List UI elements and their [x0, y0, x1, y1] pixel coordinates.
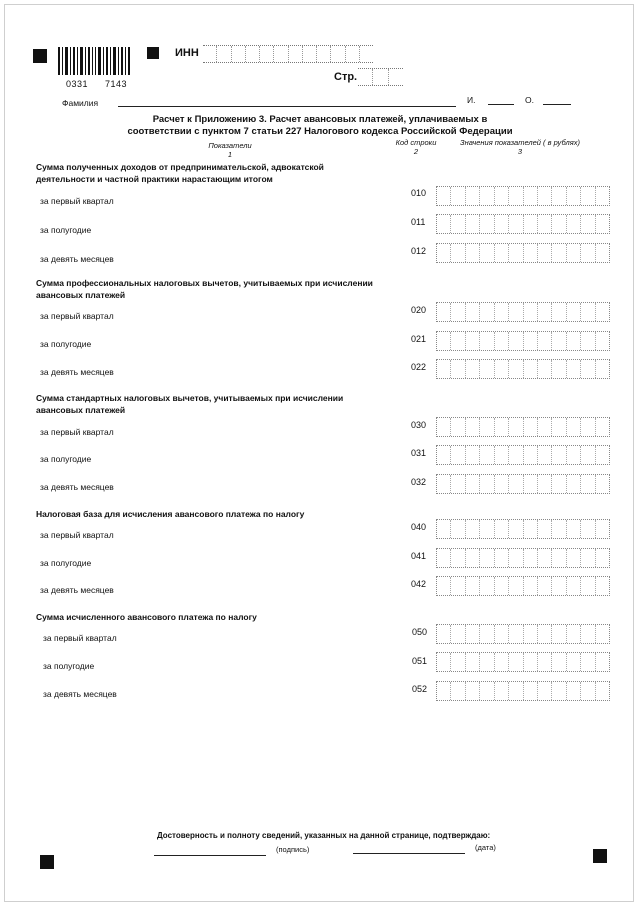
date-field[interactable] [353, 853, 465, 854]
row-label-051: за полугодие [43, 661, 95, 671]
section-income-title-1: Сумма полученных доходов от предпринимательской, адвокатской [36, 162, 324, 172]
row-code-020: 020 [411, 305, 427, 315]
row-label-040: за первый квартал [40, 530, 114, 540]
column-1-number: 1 [227, 150, 233, 159]
row-label-052: за девять месяцев [43, 689, 117, 699]
row-label-030: за первый квартал [40, 427, 114, 437]
initial-i-field[interactable] [488, 104, 514, 105]
value-field-011[interactable] [436, 214, 610, 234]
barcode [58, 47, 130, 75]
row-label-011: за полугодие [40, 225, 92, 235]
row-label-012: за девять месяцев [40, 254, 114, 264]
row-code-010: 010 [411, 188, 427, 198]
initial-o-label: О. [525, 95, 534, 105]
form-title-line-2: соответствии с пунктом 7 статьи 227 Налогового кодекса Российской Федерации [127, 126, 513, 137]
initial-o-field[interactable] [543, 104, 571, 105]
row-label-021: за полугодие [40, 339, 92, 349]
row-code-012: 012 [411, 246, 427, 256]
page-label: Стр. [334, 71, 358, 83]
date-label: (дата) [475, 843, 496, 852]
value-field-020[interactable] [436, 302, 610, 322]
value-field-010[interactable] [436, 186, 610, 206]
section-standard-deductions [36, 392, 386, 416]
section-income-title-2: деятельности и частной практики нарастающим итогом [36, 174, 273, 184]
registration-marker-top-right [147, 47, 159, 59]
row-label-042: за девять месяцев [40, 585, 114, 595]
value-field-012[interactable] [436, 243, 610, 263]
form-title-line-1: Расчет к Приложению 3. Расчет авансовых платежей, уплачиваемых в [152, 114, 488, 125]
column-2-header [388, 138, 444, 156]
section-tax-base [36, 508, 386, 520]
value-field-050[interactable] [436, 624, 610, 644]
initial-i-label: И. [467, 95, 476, 105]
column-3-header [445, 138, 595, 156]
row-code-040: 040 [411, 522, 427, 532]
row-code-050: 050 [412, 627, 428, 637]
value-field-030[interactable] [436, 417, 610, 437]
section-professional-deductions [36, 277, 386, 301]
inn-label: ИНН [175, 47, 199, 59]
section-professional-title-1: Сумма профессиональных налоговых вычетов, учитываемых при исчислении [36, 278, 373, 288]
barcode-number-left: 0331 [66, 79, 89, 89]
row-code-042: 042 [411, 579, 427, 589]
column-1-header [200, 141, 260, 159]
value-field-052[interactable] [436, 681, 610, 701]
row-code-022: 022 [411, 362, 427, 372]
column-2-number: 2 [413, 147, 419, 156]
row-code-021: 021 [411, 334, 427, 344]
section-standard-title-1: Сумма стандартных налоговых вычетов, учитываемых при исчислении [36, 393, 344, 403]
row-code-032: 032 [411, 477, 427, 487]
registration-marker-bottom-left [40, 855, 54, 869]
row-label-050: за первый квартал [43, 633, 117, 643]
section-professional-title-2: авансовых платежей [36, 290, 126, 300]
barcode-number-right: 7143 [105, 79, 128, 89]
row-label-022: за девять месяцев [40, 367, 114, 377]
value-field-041[interactable] [436, 548, 610, 568]
column-1-name: Показатели [208, 141, 252, 150]
value-field-051[interactable] [436, 652, 610, 672]
row-code-041: 041 [411, 551, 427, 561]
registration-marker-top-left [33, 49, 47, 63]
column-3-name: Значения показателей ( в рублях) [459, 138, 581, 147]
value-field-042[interactable] [436, 576, 610, 596]
row-label-041: за полугодие [40, 558, 92, 568]
column-3-number: 3 [517, 147, 523, 156]
confirmation-text: Достоверность и полноту сведений, указанных на данной странице, подтверждаю: [157, 831, 491, 840]
value-field-031[interactable] [436, 445, 610, 465]
section-income [36, 161, 386, 185]
registration-marker-bottom-right [593, 849, 607, 863]
row-code-052: 052 [412, 684, 428, 694]
surname-field[interactable] [118, 106, 456, 107]
row-label-020: за первый квартал [40, 311, 114, 321]
row-code-030: 030 [411, 420, 427, 430]
row-label-031: за полугодие [40, 454, 92, 464]
value-field-021[interactable] [436, 331, 610, 351]
column-2-name: Код строки [395, 138, 437, 147]
row-code-051: 051 [412, 656, 428, 666]
signature-field[interactable] [154, 855, 266, 856]
value-field-040[interactable] [436, 519, 610, 539]
page-number-cells[interactable] [358, 68, 403, 86]
surname-label: Фамилия [62, 98, 99, 108]
section-advance-payment [36, 611, 386, 623]
value-field-032[interactable] [436, 474, 610, 494]
row-code-011: 011 [411, 217, 426, 227]
row-label-032: за девять месяцев [40, 482, 114, 492]
inn-cells[interactable] [203, 45, 373, 63]
section-standard-title-2: авансовых платежей [36, 405, 126, 415]
section-advance-payment-title-1: Сумма исчисленного авансового платежа по налогу [36, 612, 257, 622]
section-tax-base-title-1: Налоговая база для исчисления авансового платежа по налогу [36, 509, 305, 519]
value-field-022[interactable] [436, 359, 610, 379]
signature-label: (подпись) [276, 845, 310, 854]
row-code-031: 031 [411, 448, 427, 458]
row-label-010: за первый квартал [40, 196, 114, 206]
